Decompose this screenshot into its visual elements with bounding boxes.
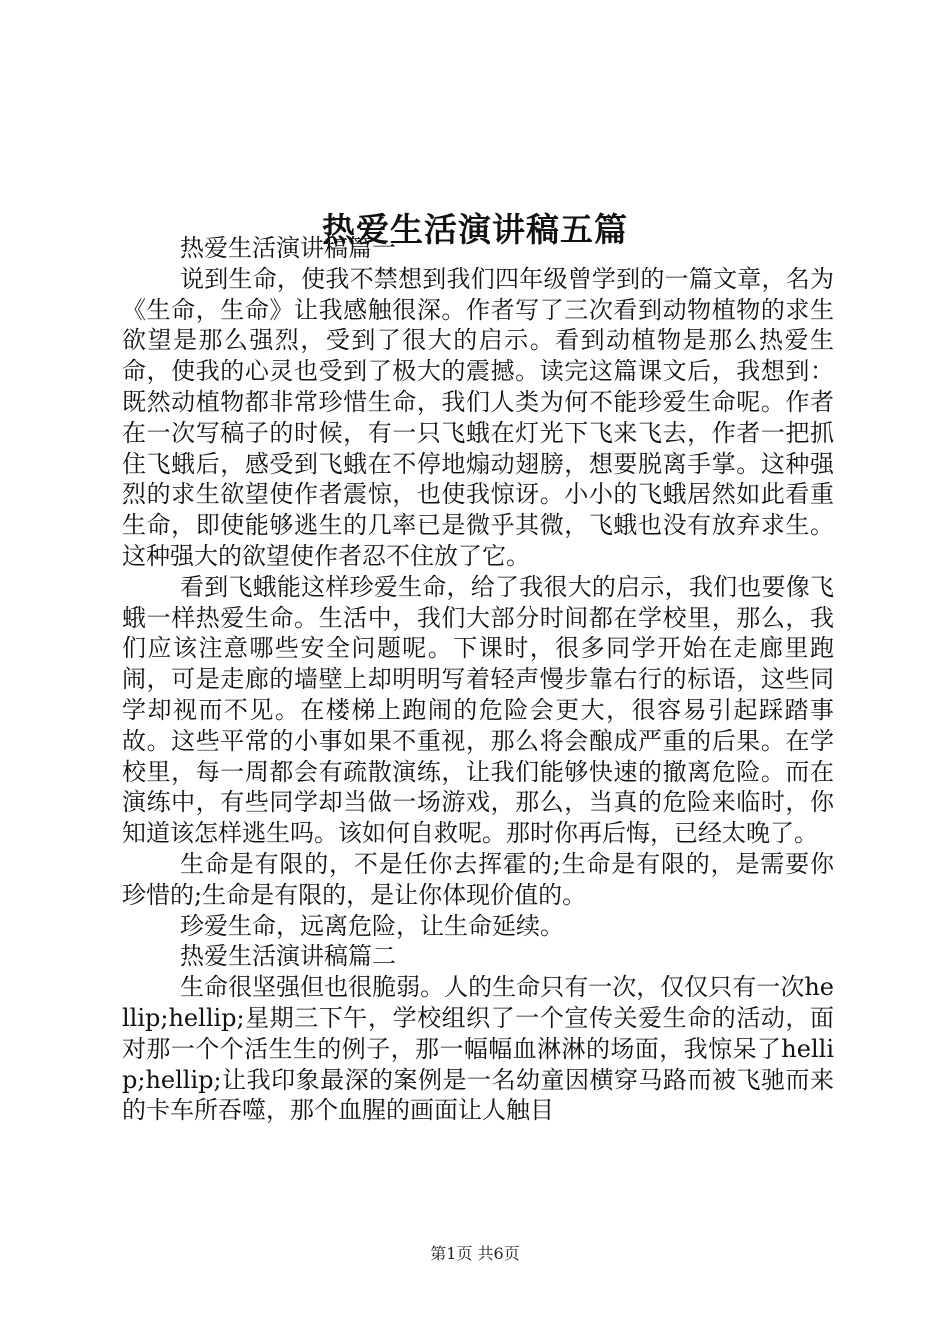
section-heading-1: 热爱生活演讲稿篇一 (180, 234, 396, 262)
paragraph-2: 看到飞蛾能这样珍爱生命，给了我很大的启示，我们也要像飞蛾一样热爱生命。生活中，我们大部分时间都在学校里，那么，我们应该注意哪些安全问题呢。下课时，很多同学开始在走廊里跑闹，可是走廊的墙壁上却明明写着轻声慢步靠右行的标语，这些同学却视而不见。在楼梯上跑闹的危险会更大，很容易引起踩踏事故。这些平常的小事如果不重视，那么将会酿成严重的后果。在学校里，每一周都会有疏散演练，让我们能够快速的撤离危险。而在演练中，有些同学却当做一场游戏，那么，当真的危险来临时，你知道该怎样逃生吗。该如何自救呢。那时你再后悔，已经太晚了。 (122, 572, 834, 848)
document-title: 热爱生活演讲稿五篇 (322, 210, 628, 250)
section-heading-2: 热爱生活演讲稿篇二 (180, 942, 396, 971)
document-body (122, 233, 834, 1126)
paragraph-4: 珍爱生命，远离危险，让生命延续。 (180, 911, 564, 940)
paragraph-1: 说到生命，使我不禁想到我们四年级曾学到的一篇文章，名为《生命，生命》让我感触很深。作者写了三次看到动物植物的求生欲望是那么强烈，受到了很大的启示。看到动植物是那么热爱生命，使我的心灵也受到了极大的震撼。读完这篇课文后，我想到：既然动植物都非常珍惜生命，我们人类为何不能珍爱生命呢。作者在一次写稿子的时候，有一只飞蛾在灯光下飞来飞去，作者一把抓住飞蛾后，感受到飞蛾在不停地煽动翅膀，想要脱离手掌。这种强烈的求生欲望使作者震惊，也使我惊讶。小小的飞蛾居然如此看重生命，即使能够逃生的几率已是微乎其微，飞蛾也没有放弃求生。这种强大的欲望使作者忍不住放了它。 (122, 264, 834, 570)
paragraph-3: 生命是有限的，不是任你去挥霍的;生命是有限的，是需要你珍惜的;生命是有限的，是让你体现价值的。 (122, 849, 834, 909)
paragraph-5: 生命很坚强但也很脆弱。人的生命只有一次，仅仅只有一次hellip;hellip;星期三下午，学校组织了一个宣传关爱生命的活动，面对那一个个活生生的例子，那一幅幅血淋淋的场面，我惊呆了hellip;hellip;让我印象最深的案例是一名幼童因横穿马路而被飞驰而来的卡车所吞噬，那个血腥的画面让人触目 (122, 973, 834, 1125)
page-footer: 第1页 共6页 (430, 1244, 520, 1263)
